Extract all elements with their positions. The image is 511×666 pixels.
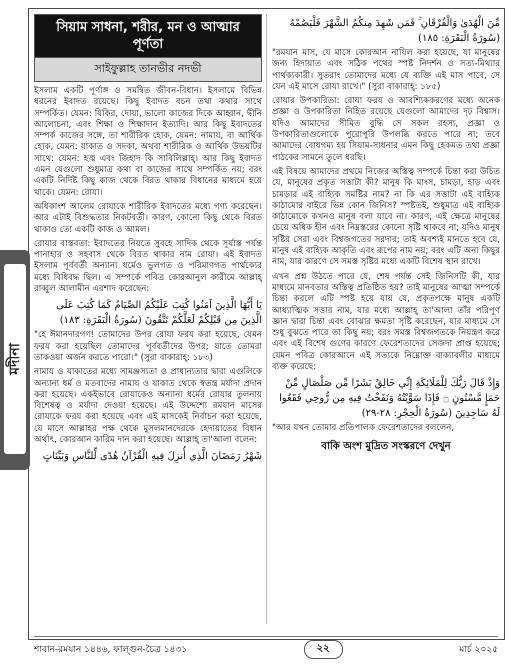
article-title: সিয়াম সাধনা, শরীর, মন ও আত্মার পূর্ণতা [34,14,262,58]
paragraph: ইসলাম একটি পূর্ণাঙ্গ ও সমন্বিত জীবন-বিধান। ইসলামে বিভিন্ন ধরনের ইবাদত রয়েছে। কিছু ইবাদত বচন তথা কথার সাথে সম্পর্কিত। যেমন: যিকির, দোয়া, ভালো কাজের দিকে আহ্বান, দ্বীনি আলোচনা, এবং শিক্ষা ও শিক্ষাদান ইত্যাদি। আর কিছু ইবাদতের সম্পর্ক কাজের সঙ্গে, তা শারীরিক হোক, যেমন: নামায, বা আর্থিক হোক, যেমন: যাকাত ও সদকা, অথবা শারীরিক ও আর্থিক উভয়টির সাথে: যেমন: হজ্ব এবং জিহাদ কি সাবিলিল্লাহ্। আর কিছু ইবাদত এমন যেগুলো শুধুমাত্র কথা বা কাজের সাথে সম্পর্কিত নয়; বরং একটি নির্দিষ্ট কিছু কাজ থেকে বিরত থাকার বিধানের মাধ্যমে হয়ে থাকে। যেমন: রোযা। [34,86,262,198]
continued-note: বাকি অংশ মুদ্রিত সংস্করণে দেখুন [321,440,451,452]
quran-verse: مِّنَ الْهُدَىٰ وَالْفُرْقَانِ ۚ فَمَن شَهِدَ مِنكُمُ الشَّهْرَ فَلْيَصُمْهُ (سُورَةُ الْبَقَرَةِ: ١٨٥) [289,18,500,44]
quran-verse: يَا أَيُّهَا الَّذِينَ آمَنُوا كُتِبَ عَلَيْكُمُ الصِّيَامُ كَمَا كُتِبَ عَلَى الَّذِينَ مِن قَبْلِكُمْ لَعَلَّكُمْ تَتَّقُونَ (سُورَةُ الْبَقَرَةِ: ١٨٣) [56,300,262,327]
quran-verse: وَإِذْ قَالَ رَبُّكَ لِلْمَلَائِكَةِ إِنِّي خَالِقٌ بَشَرًا مِّن صَلْصَالٍ مِّنْ حَمَإٍ مَّسْنُونٍ ۝ فَإِذَا سَوَّيْتُهُ وَنَفَخْتُ فِيهِ مِن رُّوحِي فَقَعُوا لَهُ سَاجِدِينَ (سُورَةُ الْحِجْرِ: ٢٨-٢٩) [279,378,500,420]
paragraph: রোযার বাস্তবতা: ইবাদতের নিয়তে সুবহে সাদিক থেকে সূর্যাস্ত পর্যন্ত পানাহার ও সহবাস থেকে বিরত থাকার নাম রোযা। এই ইবাদত ইসলাম পূর্ববর্তী অন্যান্য ধর্মেও ভুলগত ও পরিমাণগত পার্থক্যের মধ্যে বিধিবদ্ধ ছিল। এ সম্পর্কে পবিত্র কোরআনুল কারীমে আল্লাহ্ রাব্বুল আলামীন এরশাদ করেছেন: [34,238,262,295]
verse-translation: "হে ঈমানদারগণ! তোমাদের উপর রোযা ফরয করা হয়েছে, যেমন ফরয করা হয়েছিল তোমাদের পূর্ববর্তীদের উপর; যাতে তোমরা তাকওয়া অর্জন করতে পারো।" (সুরা বাকারাহ্: ১৮৩) [34,330,262,363]
issue-date: শাবান-রমযান ১৪৪৬, ফাল্গুন-চৈত্র ১৪৩১ [34,644,188,655]
magazine-logo: মদীনা [7,343,23,375]
right-column [272,14,500,624]
page-number: ২২ [304,640,343,659]
verse-translation: "রমযান মাস, যে মাসে কোরআন নাযিল করা হয়েছে, যা মানুষের জন্য হিদায়াত এবং সঠিক পথের স্পষ্ট নিদর্শন ও সত্য-মিথ্যার পার্থক্যকারী। সুতরাং তোমাদের মধ্যে যে ব্যক্তি এই মাস পাবে, সে যেন এই মাসে রোযা রাখে।" (সুরা বাকারাহ্: ১৮৫) [272,48,500,92]
paragraph: নামায ও যাকাতের মধ্যে সামঞ্জস্যতা ও প্রাধান্যতার দ্বারা এগুলিকে অন্যান্য ধর্ম ও মতবাদের নামায ও যাকাত থেকে স্বতন্ত্র মর্যাদা প্রদান করা হয়েছে। একইভাবে রোযাকেও অন্যান্য ধর্মের রোযার তুলনায় বিশেষত্ব ও মর্যাদা দেওয়া হয়েছে। এই উদ্দেশ্যে রমযান মাসের রোযাকে ফরয করা হয়েছে এবং এই মাসকেই নির্বাচন করা হয়েছে, যে মাসে আল্লাহর পক্ষ থেকে মুসলমানদেরকে হেদায়াতের বিধান অর্থাৎ, কোরআন কারিম দান করা হয়েছে। আল্লাহ্ তা'আলা বলেন: [34,367,262,446]
issue-month: মার্চ ২০২৫ [459,644,498,655]
side-tab [0,250,30,470]
footer-rule [34,636,498,637]
page-footer [34,640,498,658]
side-tab-inner [4,264,26,454]
quran-verse: شَهْرُ رَمَضَانَ الَّذِي أُنزِلَ فِيهِ الْقُرْآنُ هُدًى لِّلنَّاسِ وَبَيِّنَاتٍ [42,451,262,463]
paragraph: অধিকাংশ আলেম রোযাকে শারীরিক ইবাদতের মধ্যে গণ্য করেছেন। আর এটাই বিশুদ্ধতার নিকটবর্তী। কারণ, কোনো কিছু থেকে বিরত থাকাও তো একটি কাজ ও আমল। [34,201,262,235]
paragraph: এখন প্রশ্ন উঠতে পারে যে, শেষ পর্যন্ত সেই জিনিসটি কী, যার মাধ্যমে মানবতার অস্তিত্ব প্রতিষ্ঠিত হয়? তাই মানুষের আত্মা সম্পর্কে চিন্তা করলে এটি স্পষ্ট হয়ে যায় যে, প্রকৃতপক্ষে মানুষ একটি আধ্যাত্মিক সত্তার নাম, যার মধ্যে আল্লাহ্ তা'আলা তাঁর পরিপূর্ণ জ্ঞান দ্বারা চিন্তা এবং বোঝার ক্ষমতা সৃষ্টি করেছেন, যার মাধ্যমে সে শুধু বুঝতে পারে তা কিছু নয়; বরং সমস্ত বিশ্বজগতকে নিয়ন্ত্রণ করে এবং এই বিশেষ গুণের কারণে ফেরেশতাদের সেজদা প্রাপ্ত হয়েছে; যেমন পবিত্র কোরআনে এই সত্যকে নিম্নোক্ত বাক্যাবলীর মাধ্যমে ব্যক্ত করেছে: [272,271,500,373]
verse-translation: "আর যখন তোমার প্রতিপালক ফেরেশতাদের বললেন, [272,423,455,434]
paragraph: রোযার উপকারিতা: রোযা ফরয ও আবশ্যিককরণের মধ্যে অনেক প্রজ্ঞা ও উপকারিতা নিহিত রয়েছে যেগুলো আমাদের দৃঢ় বিশ্বাস। যদিও আমাদের সীমিত বুদ্ধি সে সকল রহস্য, প্রজ্ঞা ও উপকারিতাগুলোকে পুরোপুরি উপলব্ধি করতে পারে না; তবে আমাদের বোধগম্য হয় সিয়াম-সাধনার এমন কিছু হেকমত তথা প্রজ্ঞা পাঠকের সামনে তুলে ধরছি। [272,96,500,163]
column-divider [266,14,267,624]
article-author: সাইফুল্লাহ তানভীর নদভী [34,58,262,82]
left-column [34,14,262,624]
paragraph: এই বিষয়ে আমাদের প্রথমে নিজের অস্তিত্ব সম্পর্কে চিন্তা করা উচিত যে, মানুষের প্রকৃত সত্তাটা কী? মানুষ কি মাংস, চামড়া, হাড় এবং চামড়ার এই বাহ্যিক সমষ্টির নাম? না কি এর সত্তাটা এই বাহ্যিক কাঠামোর বাইরে ভিন্ন কোন জিনিস? স্পষ্টতই, শুধুমাত্র এই বাহ্যিক কাঠামোকে কখনও মানুষ বলা যাবে না। কারণ, এই ক্ষেত্রে মানুষের চেয়ে অধিক হীন এবং নিম্নস্তরের কোনো সৃষ্টি থাকবে না; যদিও মানুষ সৃষ্টির সেরা এবং বিশ্বজগতের সরদার; তাই অবশ্যই মানতে হবে যে, মানুষ এই বাহ্যিক আকৃতি এবং রূপের নাম নয়; বরং এটি অন্য কিছুর নাম, যার কারণে সে সমস্ত সৃষ্টির মধ্যে একটি বিশেষ স্থান রাখে। [272,166,500,268]
